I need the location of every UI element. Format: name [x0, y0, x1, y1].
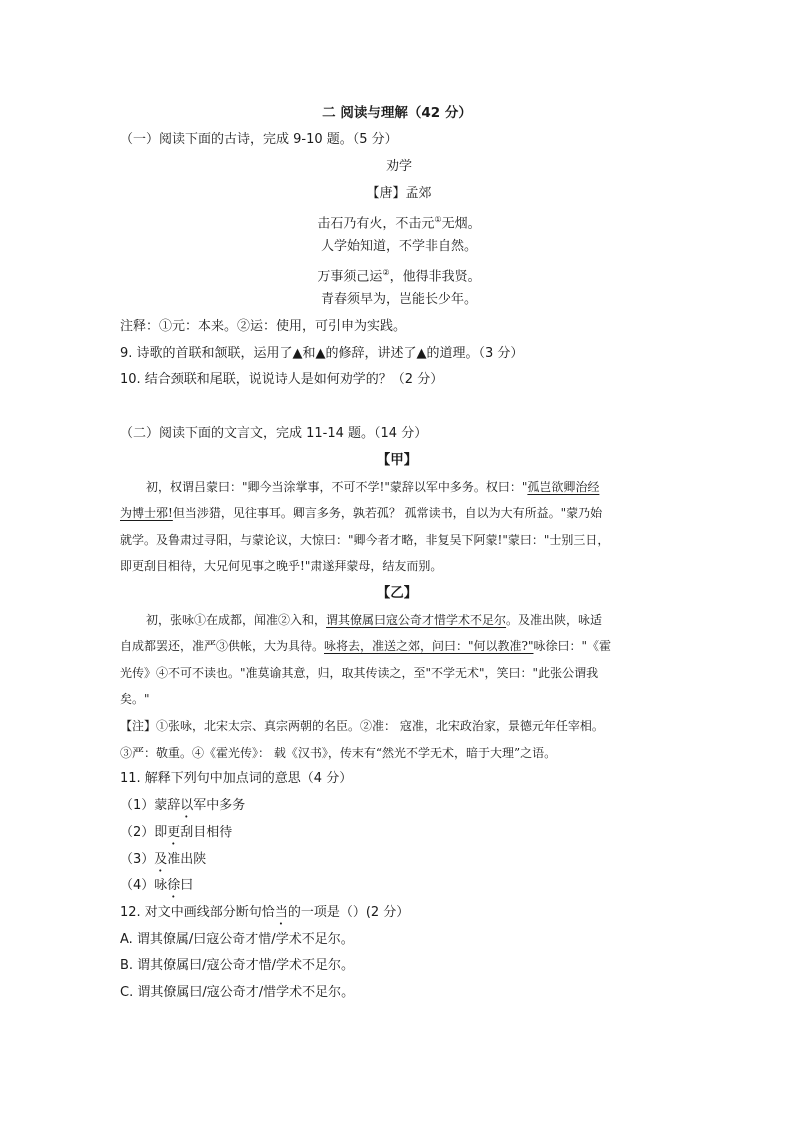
poem-note: 注释：①元：本来。②运：使用，可引申为实践。: [120, 319, 407, 334]
yi-label: 【乙】: [376, 585, 418, 601]
jia-line-1: 初，权谓吕蒙曰："卿今当涂掌事，不可不学!"蒙辞以军中多务。权曰："孤岂欲卿治经: [146, 480, 600, 494]
dotted-word: 及: [154, 852, 168, 867]
jia-line-4: 即更刮目相待，大兄何见事之晚乎!"肃遂拜蒙母，结友而别。: [120, 559, 443, 573]
dotted-word: 以: [180, 798, 194, 813]
question-12: 12. 对文中画线部分断句恰当的一项是（）(2 分）: [120, 905, 410, 920]
dotted-word: 当: [274, 905, 288, 920]
question-9: 9. 诗歌的首联和颔联，运用了▲和▲的修辞，讲述了▲的道理。（3 分）: [120, 346, 524, 361]
jia-line-2: 为博士邪!但当涉猎，见往事耳。卿言多务，孰若孤？ 孤常读书，自以为大有所益。"蒙乃始: [120, 506, 603, 520]
yi-note-2: ③严：敬重。④《霍光传》： 载《汉书》，传末有“然光不学无术，暗于大理”之语。: [120, 746, 557, 760]
question-11: 11. 解释下列句中加点词的意思（4 分）: [120, 771, 353, 786]
yi-line-2: 自成都罢还，准严③供帐，大为具待。咏将去，准送之郊，问曰："何以教准?"咏徐曰："《霍: [120, 639, 612, 653]
yi-note-1: 【注】①张咏，北宋太宗、真宗两朝的名臣。②准： 寇准，北宋政治家，景德元年任宰相。: [120, 719, 604, 733]
yi-line-1: 初，张咏①在成都，闻准②入和，谓其僚属曰寇公奇才惜学术不足尔。及准出陕，咏适: [146, 613, 603, 627]
jia-underlined-1: 孤岂欲卿治经: [527, 480, 600, 494]
poem-line-2: 人学始知道，不学非自然。: [320, 239, 477, 254]
poem-author: 【唐】孟郊: [366, 186, 432, 201]
poem-line-4: 青春须早为，岂能长少年。: [320, 292, 477, 307]
q11-item-1: （1）蒙辞以军中多务: [120, 798, 246, 813]
poem-line-1: 击石乃有火，不击元①无烟。: [317, 215, 481, 232]
option-a: A. 谓其僚属/曰寇公奇才惜/学术不足尔。: [120, 932, 354, 947]
jia-label: 【甲】: [376, 452, 418, 468]
yi-line-4: 矣。": [120, 692, 150, 706]
yi-line-3: 光传》④不可不读也。"准莫谕其意，归，取其传读之，至"不学无术"，笑曰："此张公谓我: [120, 666, 599, 680]
section-title: 二 阅读与理解（42 分）: [322, 105, 472, 121]
part2-instruction: （二）阅读下面的文言文，完成 11-14 题。（14 分）: [120, 426, 428, 441]
q11-item-4: （4）咏徐曰: [120, 878, 194, 893]
jia-line-3: 就学。及鲁肃过寻阳，与蒙论议，大惊曰："卿今者才略，非复吴下阿蒙!"蒙曰："士别三日，: [120, 533, 610, 547]
yi-underlined-1: 谓其僚属曰寇公奇才惜学术不足尔: [326, 613, 507, 627]
question-10: 10. 结合颈联和尾联，说说诗人是如何劝学的？（2 分）: [120, 372, 444, 387]
q11-item-2: （2）即更刮目相待: [120, 825, 233, 840]
jia-underlined-2: 为博士邪!: [120, 506, 173, 520]
poem-title: 劝学: [385, 159, 412, 174]
dotted-word: 徐: [167, 878, 181, 893]
option-c: C. 谓其僚属曰/寇公奇才/惜学术不足尔。: [120, 985, 355, 1000]
poem-line-3: 万事须己运②，他得非我贤。: [317, 268, 481, 285]
option-b: B. 谓其僚属曰/寇公奇才惜/学术不足尔。: [120, 958, 354, 973]
yi-underlined-2: 咏将去，准送之郊，问曰："何以教准?": [324, 639, 534, 653]
dotted-word: 更: [167, 825, 181, 840]
part1-instruction: （一）阅读下面的古诗，完成 9-10 题。（5 分）: [120, 132, 398, 147]
q11-item-3: （3）及准出陕: [120, 852, 207, 867]
